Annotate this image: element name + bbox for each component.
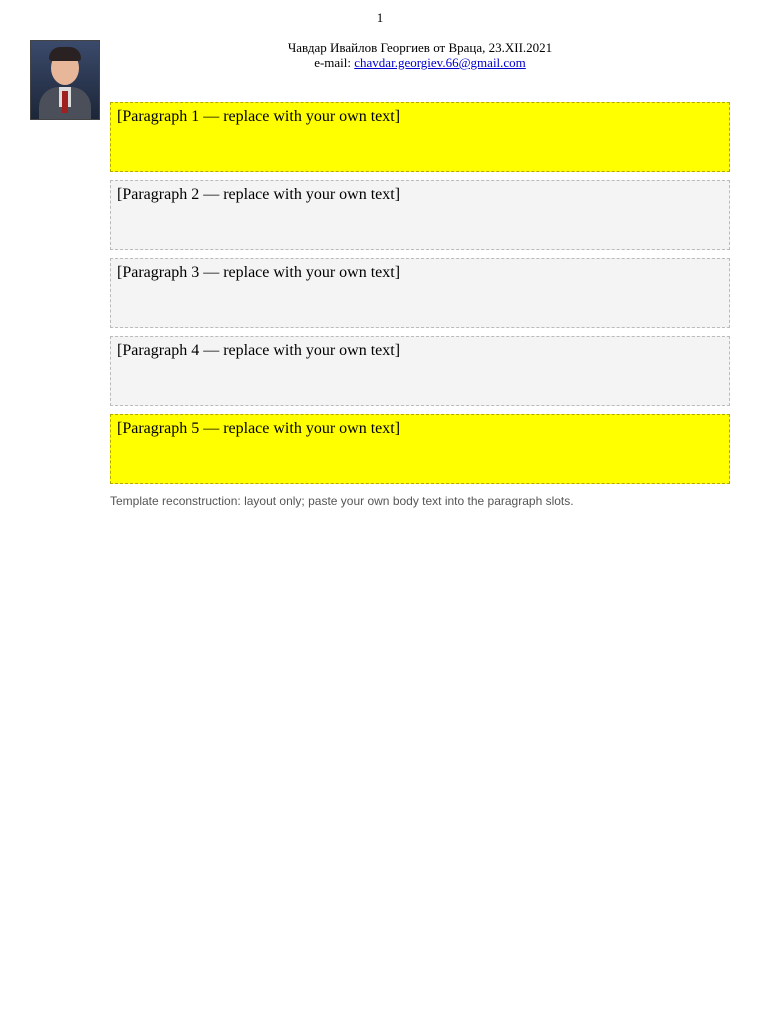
page-number: 1	[376, 10, 384, 25]
body-text	[110, 102, 730, 484]
paragraph-5: [Paragraph 5 — replace with your own text]	[110, 414, 730, 484]
author-line: Чавдар Ивайлов Георгиев от Враца, 23.XII.2021	[287, 40, 553, 55]
paragraph-1: [Paragraph 1 — replace with your own text]	[110, 102, 730, 172]
paragraph-3: [Paragraph 3 — replace with your own text]	[110, 258, 730, 328]
email-label: e-mail:	[314, 55, 352, 70]
paragraph-4: [Paragraph 4 — replace with your own text]	[110, 336, 730, 406]
byline	[110, 40, 730, 70]
email-link[interactable]: chavdar.georgiev.66@gmail.com	[354, 55, 526, 70]
email-line	[110, 55, 730, 70]
template-notice: Template reconstruction: layout only; paste your own body text into the paragraph slots.	[110, 494, 574, 508]
paragraph-2: [Paragraph 2 — replace with your own text]	[110, 180, 730, 250]
author-photo	[30, 40, 100, 120]
document-header	[30, 40, 730, 102]
